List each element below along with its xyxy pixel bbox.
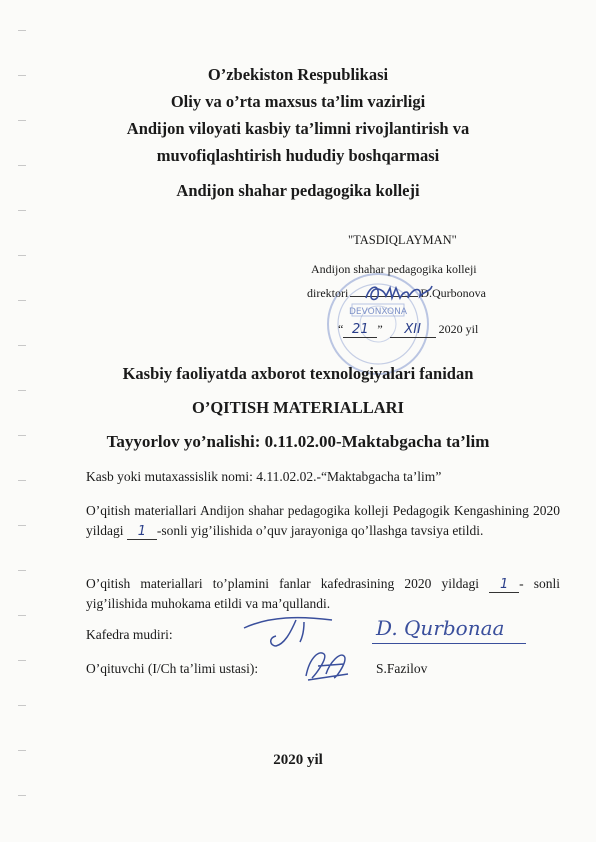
stamp-text: DEVONXONA bbox=[349, 307, 407, 317]
approval-role: direktori bbox=[307, 286, 349, 300]
header-region-1: Andijon viloyati kasbiy ta’limni rivojlantirish va bbox=[126, 119, 470, 138]
dept-head-underline bbox=[372, 643, 526, 644]
approval-year: 2020 yil bbox=[438, 322, 479, 336]
approval-name: D.Qurbonova bbox=[420, 286, 486, 300]
teacher-signature bbox=[300, 646, 354, 684]
header-ministry: Oliy va o’rta maxsus ta’lim vazirligi bbox=[170, 92, 426, 111]
teacher-name: S.Fazilov bbox=[376, 661, 428, 676]
dept-head-signature bbox=[240, 614, 340, 650]
council-meeting-number: 1 bbox=[127, 525, 157, 540]
specialty-line: Kasb yoki mutaxassislik nomi: 4.11.02.02.-“Maktabgacha ta’lim” bbox=[86, 469, 442, 484]
document-title: O’QITISH MATERIALLARI bbox=[192, 398, 404, 417]
department-meeting-number: 1 bbox=[489, 578, 519, 593]
approval-org: Andijon shahar pedagogika kolleji bbox=[311, 262, 477, 276]
header-college: Andijon shahar pedagogika kolleji bbox=[176, 181, 420, 200]
approval-date-line: “ 21 ” XII 2020 yil bbox=[338, 322, 479, 337]
teacher-label: O’qituvchi (I/Ch ta’limi ustasi): bbox=[86, 661, 259, 676]
director-signature bbox=[362, 280, 434, 306]
header-region-2: muvofiqlashtirish hududiy boshqarmasi bbox=[156, 146, 440, 165]
dept-head-handwritten-name: D. Qurbonaa bbox=[376, 616, 505, 640]
paragraph-council: O’qitish materiallari Andijon shahar pedagogika kolleji Pedagogik Kengashining 2020 yildagi 1 -sonli yig’ilishida o’quv jarayoniga qo’llashga tavsiya etildi. bbox=[86, 503, 560, 539]
header-republic: O’zbekiston Respublikasi bbox=[207, 65, 389, 84]
approval-month: XII bbox=[390, 323, 436, 338]
footer-year: 2020 yil bbox=[273, 752, 323, 768]
approval-heading: "TASDIQLAYMAN" bbox=[348, 233, 457, 247]
paragraph-department: O’qitish materiallari to’plamini fanlar kafedrasining 2020 yildagi 1 - sonli yig’ilishida muhokama etildi va ma’qullandi. bbox=[86, 576, 560, 611]
subject-title: Kasbiy faoliyatda axborot texnologiyalari fanidan bbox=[122, 364, 474, 383]
dept-head-label: Kafedra mudiri: bbox=[86, 627, 173, 642]
direction-title: Tayyorlov yo’nalishi: 0.11.02.00-Maktabgacha ta’lim bbox=[106, 432, 490, 451]
approval-day: 21 bbox=[343, 323, 377, 338]
